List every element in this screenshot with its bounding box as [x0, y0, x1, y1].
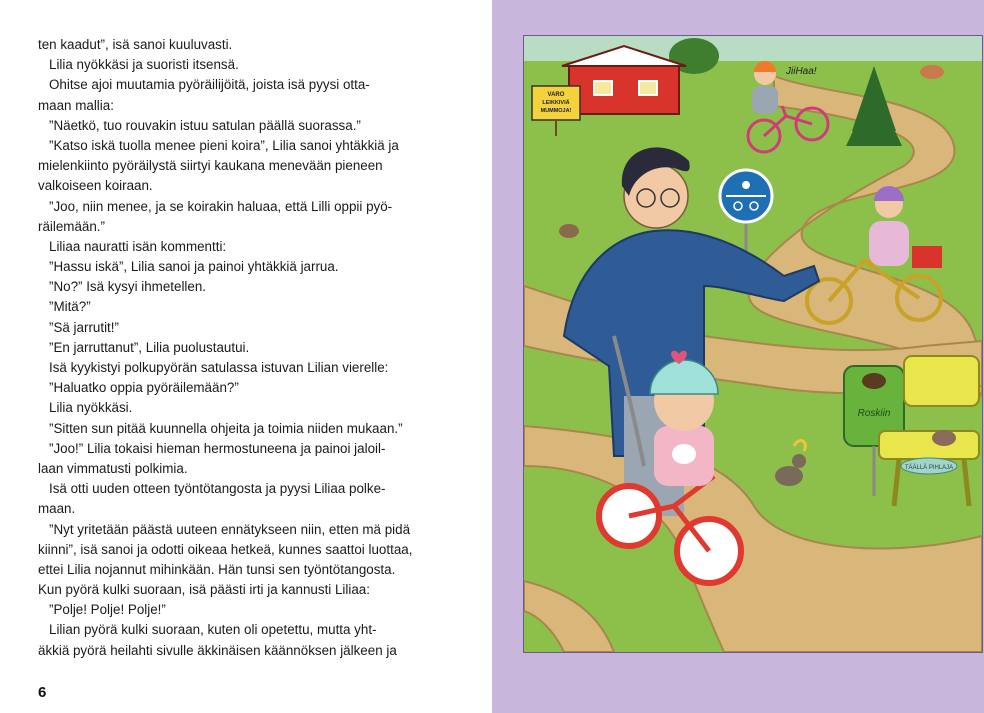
illustration	[523, 35, 983, 653]
lady-body	[869, 221, 909, 266]
text-line: räilemään.”	[38, 218, 105, 234]
text-line: ”Polje! Polje! Polje!”	[49, 602, 166, 618]
pedestrian-icon	[742, 181, 750, 189]
text-line: mielenkiinto pyöräilystä siirtyi kaukana menevään pieneen	[38, 158, 383, 174]
story-text	[38, 35, 428, 661]
shout-text: JiiHaa!	[786, 66, 817, 77]
text-line: Lilia nyökkäsi.	[49, 400, 133, 416]
text-line: ten kaadut”, isä sanoi kuuluvasti.	[38, 37, 233, 52]
text-line: ”Sitten sun pitää kuunnella ohjeita ja toimia niiden mukaan.”	[49, 420, 403, 436]
house-window	[594, 81, 612, 95]
text-line: ”Joo!” Lilia tokaisi hieman hermostuneena ja painoi jaloil-	[49, 440, 386, 456]
text-line: ”Mitä?”	[49, 299, 91, 315]
sign-text-line1: VARO	[547, 92, 565, 98]
sign-text-line3: MUMMOJA!	[540, 108, 572, 114]
house-window	[639, 81, 657, 95]
text-line: ”Sä jarrutit!”	[49, 319, 119, 335]
text-line: valkoiseen koiraan.	[38, 178, 153, 194]
leaf-text: TÄÄLLÄ PIHLAJA	[904, 465, 954, 471]
bird-icon	[775, 466, 803, 486]
text-line: ”No?” Isä kysyi ihmetellen.	[49, 279, 207, 295]
text-line: maan mallia:	[38, 97, 114, 113]
red-house	[569, 64, 679, 114]
hedgehog-icon	[862, 373, 886, 389]
bike-basket	[912, 246, 942, 268]
text-line: laan vimmatusti polkimia.	[38, 460, 188, 476]
bird-icon	[932, 430, 956, 446]
text-line: äkkiä pyörä heilahti sivulle äkkinäisen käännöksen jälkeen ja	[38, 642, 397, 658]
text-line: ”En jarruttanut”, Lilia puolustautui.	[49, 339, 250, 355]
page-number: 6	[38, 684, 47, 701]
bunny-icon	[672, 444, 696, 464]
text-line: ”Haluatko oppia pyöräilemään?”	[49, 380, 239, 396]
text-line: Lilian pyörä kulki suoraan, kuten oli opetettu, mutta yht-	[49, 622, 377, 638]
text-line: ettei Lilia nojannut mihinkään. Hän tunsi sen työntötangosta.	[38, 561, 396, 577]
text-line: maan.	[38, 501, 76, 517]
text-line: ”Joo, niin menee, ja se koirakin haluaa, että Lilli oppii pyö-	[49, 198, 393, 214]
text-line: Liliaa nauratti isän kommentti:	[49, 238, 227, 254]
text-line: ”Hassu iskä”, Lilia sanoi ja painoi yhtäkkiä jarrua.	[49, 259, 339, 275]
squirrel-icon	[559, 224, 579, 238]
text-line: Isä otti uuden otteen työntötangosta ja pyysi Liliaa polke-	[49, 481, 386, 497]
text-line: ”Näetkö, tuo rouvakin istuu satulan päällä suorassa.”	[49, 117, 361, 133]
sign-text-line2: LEIKKIVIÄ	[542, 100, 570, 106]
bench-back	[904, 356, 979, 406]
text-line: ”Nyt yritetään päästä uuteen ennätykseen niin, etten mä pidä	[49, 521, 411, 537]
cyclist-body	[752, 86, 778, 114]
illustration-page	[492, 0, 984, 713]
text-line: Lilia nyökkäsi ja suoristi itsensä.	[49, 57, 239, 73]
text-line: Kun pyörä kulki suoraan, isä päästi irti ja kannusti Liliaa:	[38, 582, 370, 598]
bench-seat	[879, 431, 979, 459]
text-line: kiinni”, isä sanoi ja odotti oikeaa hetkeä, kunnes saattoi luottaa,	[38, 541, 413, 557]
bin-text: Roskiin	[857, 408, 891, 419]
dog-icon	[920, 65, 944, 79]
text-line: ”Katso iskä tuolla menee pieni koira”, Lilia sanoi yhtäkkiä ja	[49, 137, 399, 153]
text-line: Ohitse ajoi muutamia pyöräilijöitä, joista isä pyysi otta-	[49, 77, 370, 93]
text-line: Isä kyykistyi polkupyörän satulassa istuvan Lilian vierelle:	[49, 360, 389, 375]
